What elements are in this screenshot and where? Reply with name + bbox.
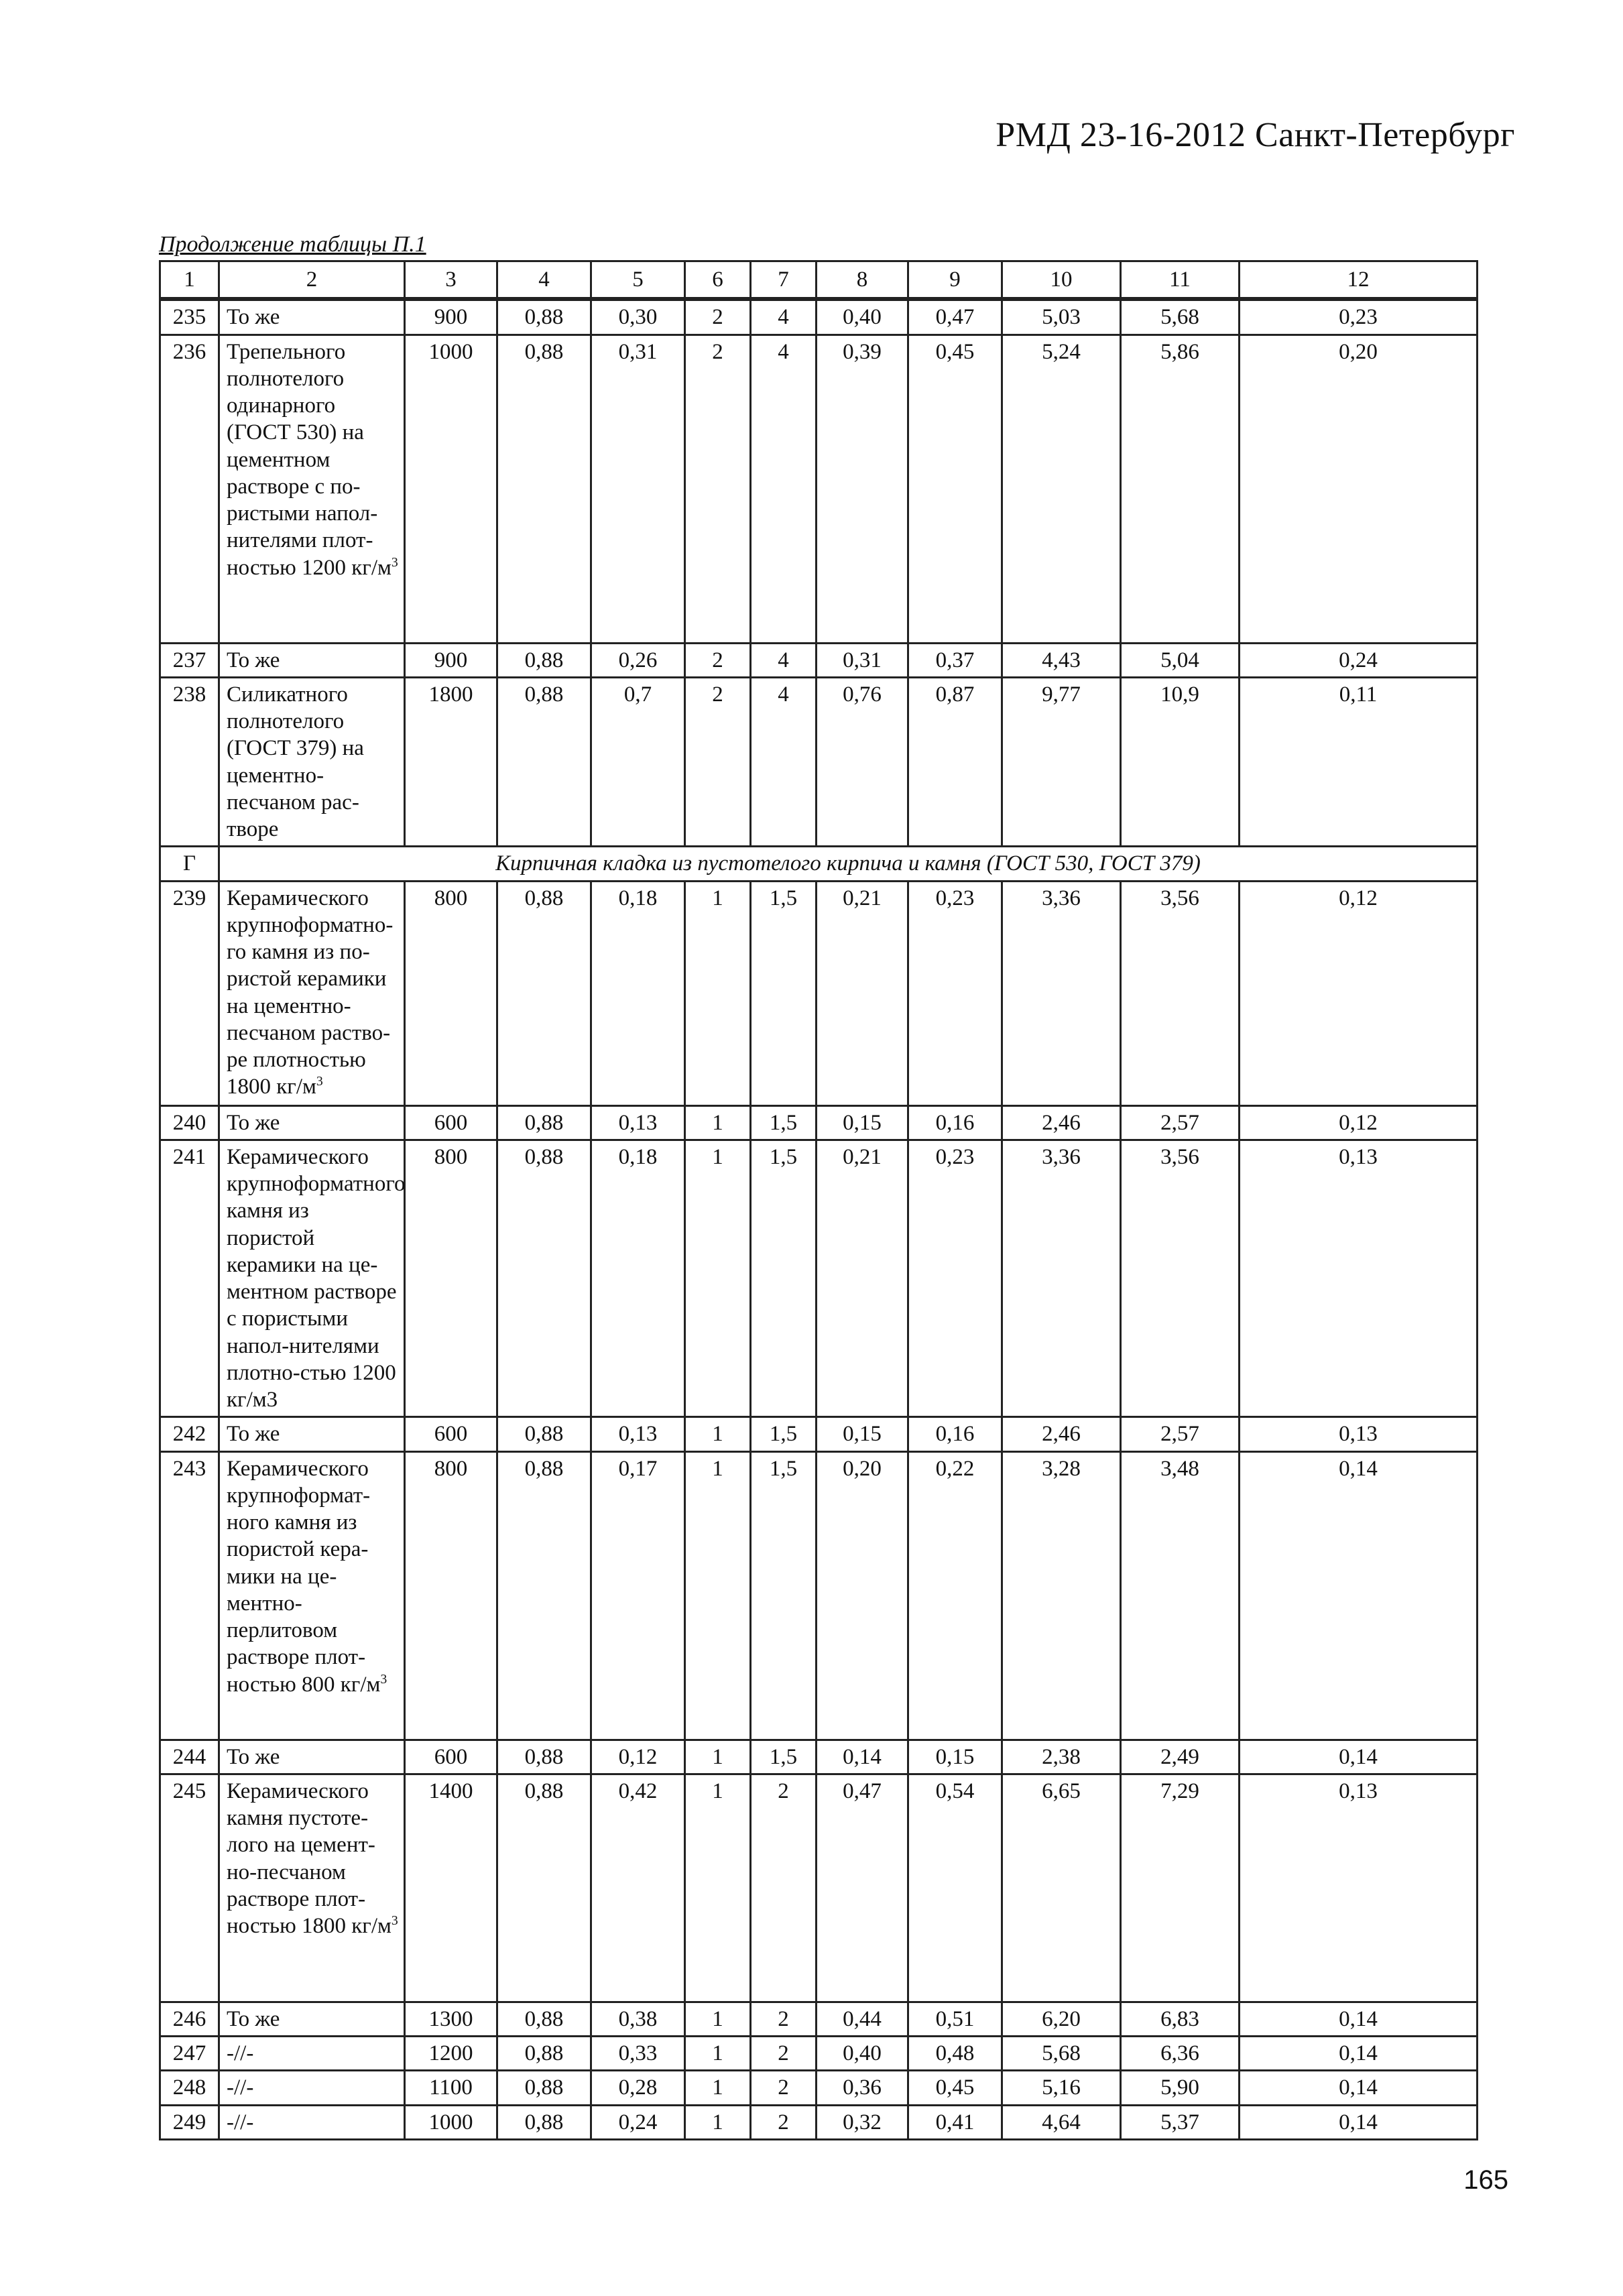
value-cell: 600 — [405, 1105, 497, 1140]
value-cell: 1 — [685, 881, 751, 1105]
material-description — [219, 1140, 405, 1417]
data-table — [159, 260, 1478, 2140]
value-cell: 4 — [751, 299, 817, 335]
section-title: Кирпичная кладка из пустотелого кирпича и камня (ГОСТ 530, ГОСТ 379) — [219, 847, 1478, 881]
value-cell: 2 — [685, 335, 751, 643]
row-number: 242 — [160, 1417, 219, 1451]
value-cell: 0,18 — [591, 1140, 685, 1417]
value-cell: 0,14 — [817, 1740, 908, 1774]
value-cell: 1,5 — [751, 1105, 817, 1140]
material-description — [219, 335, 405, 643]
description-text: -//- — [227, 2110, 254, 2134]
material-description — [219, 677, 405, 847]
value-cell: 0,11 — [1240, 677, 1478, 847]
value-cell: 0,31 — [817, 643, 908, 677]
row-number: 245 — [160, 1774, 219, 2002]
superscript: 3 — [391, 1913, 398, 1928]
value-cell: 0,23 — [908, 1140, 1002, 1417]
value-cell: 5,68 — [1002, 2037, 1121, 2071]
row-number: Г — [160, 847, 219, 881]
column-header: 2 — [219, 261, 405, 300]
value-cell: 3,56 — [1121, 1140, 1240, 1417]
description-text: Трепельного полнотелого одинарного (ГОСТ 530) на цементном растворе с по-ристыми напол-нителями плот-ностью 1200 кг/м — [227, 339, 392, 580]
value-cell: 5,86 — [1121, 335, 1240, 643]
table-row — [160, 1451, 1478, 1740]
value-cell: 7,29 — [1121, 1774, 1240, 2002]
value-cell: 2 — [751, 1774, 817, 2002]
value-cell: 0,88 — [497, 1105, 591, 1140]
value-cell: 1 — [685, 1774, 751, 2002]
value-cell: 2,57 — [1121, 1417, 1240, 1451]
material-description — [219, 2105, 405, 2139]
column-header: 5 — [591, 261, 685, 300]
description-text: Керамического крупноформат-ного камня из пористой кера-мики на це-ментно-перлитовом растворе плот-ностью 800 кг/м — [227, 1456, 381, 1697]
value-cell: 0,14 — [1240, 1740, 1478, 1774]
value-cell: 3,56 — [1121, 881, 1240, 1105]
value-cell: 0,24 — [1240, 643, 1478, 677]
value-cell: 0,15 — [817, 1417, 908, 1451]
value-cell: 0,20 — [817, 1451, 908, 1740]
value-cell: 0,37 — [908, 643, 1002, 677]
value-cell: 6,20 — [1002, 2002, 1121, 2036]
section-row — [160, 847, 1478, 881]
value-cell: 1,5 — [751, 1740, 817, 1774]
table-row — [160, 1105, 1478, 1140]
value-cell: 2,57 — [1121, 1105, 1240, 1140]
material-description — [219, 1774, 405, 2002]
value-cell: 5,04 — [1121, 643, 1240, 677]
value-cell: 2,49 — [1121, 1740, 1240, 1774]
value-cell: 600 — [405, 1417, 497, 1451]
value-cell: 0,14 — [1240, 1451, 1478, 1740]
value-cell: 0,21 — [817, 1140, 908, 1417]
table-row — [160, 2105, 1478, 2139]
value-cell: 1,5 — [751, 1451, 817, 1740]
value-cell: 2 — [685, 643, 751, 677]
value-cell: 0,88 — [497, 2037, 591, 2071]
value-cell: 0,13 — [591, 1417, 685, 1451]
value-cell: 0,88 — [497, 2002, 591, 2036]
material-description — [219, 2002, 405, 2036]
value-cell: 0,14 — [1240, 2002, 1478, 2036]
value-cell: 0,38 — [591, 2002, 685, 2036]
value-cell: 2 — [751, 2002, 817, 2036]
material-description — [219, 643, 405, 677]
value-cell: 1 — [685, 2071, 751, 2105]
value-cell: 9,77 — [1002, 677, 1121, 847]
column-header: 8 — [817, 261, 908, 300]
value-cell: 0,88 — [497, 299, 591, 335]
row-number: 247 — [160, 2037, 219, 2071]
table-row — [160, 2071, 1478, 2105]
value-cell: 0,88 — [497, 1140, 591, 1417]
value-cell: 5,90 — [1121, 2071, 1240, 2105]
value-cell: 0,47 — [817, 1774, 908, 2002]
value-cell: 0,88 — [497, 1774, 591, 2002]
column-header: 7 — [751, 261, 817, 300]
value-cell: 0,16 — [908, 1105, 1002, 1140]
description-text: -//- — [227, 2075, 254, 2100]
material-description — [219, 299, 405, 335]
value-cell: 4 — [751, 643, 817, 677]
value-cell: 0,14 — [1240, 2037, 1478, 2071]
table-row — [160, 1774, 1478, 2002]
value-cell: 0,88 — [497, 1740, 591, 1774]
value-cell: 6,36 — [1121, 2037, 1240, 2071]
value-cell: 4,64 — [1002, 2105, 1121, 2139]
value-cell: 6,83 — [1121, 2002, 1240, 2036]
value-cell: 5,68 — [1121, 299, 1240, 335]
value-cell: 1,5 — [751, 881, 817, 1105]
description-text: То же — [227, 2006, 280, 2031]
value-cell: 0,88 — [497, 2105, 591, 2139]
value-cell: 0,39 — [817, 335, 908, 643]
column-header: 6 — [685, 261, 751, 300]
material-description — [219, 1417, 405, 1451]
value-cell: 1300 — [405, 2002, 497, 2036]
row-number: 249 — [160, 2105, 219, 2139]
value-cell: 0,21 — [817, 881, 908, 1105]
value-cell: 0,22 — [908, 1451, 1002, 1740]
document-header: РМД 23-16-2012 Санкт-Петербург — [996, 116, 1515, 154]
superscript: 3 — [316, 1074, 323, 1089]
table-row — [160, 643, 1478, 677]
value-cell: 2,38 — [1002, 1740, 1121, 1774]
description-text: Керамического крупноформатного камня из пористой керамики на це-ментном растворе с пористыми напол-нителями плотно-стью 1200 кг/м3 — [227, 1144, 406, 1412]
value-cell: 1100 — [405, 2071, 497, 2105]
superscript: 3 — [391, 554, 398, 570]
value-cell: 0,88 — [497, 677, 591, 847]
value-cell: 2,46 — [1002, 1105, 1121, 1140]
value-cell: 0,48 — [908, 2037, 1002, 2071]
value-cell: 900 — [405, 299, 497, 335]
material-description — [219, 2037, 405, 2071]
value-cell: 0,32 — [817, 2105, 908, 2139]
value-cell: 0,16 — [908, 1417, 1002, 1451]
value-cell: 1000 — [405, 2105, 497, 2139]
description-text: То же — [227, 305, 280, 330]
value-cell: 0,14 — [1240, 2105, 1478, 2139]
table-row — [160, 2037, 1478, 2071]
value-cell: 1 — [685, 2037, 751, 2071]
description-text: То же — [227, 1744, 280, 1769]
value-cell: 1800 — [405, 677, 497, 847]
column-header: 10 — [1002, 261, 1121, 300]
value-cell: 0,13 — [1240, 1417, 1478, 1451]
value-cell: 0,13 — [1240, 1140, 1478, 1417]
value-cell: 0,45 — [908, 2071, 1002, 2105]
table-row — [160, 1417, 1478, 1451]
value-cell: 1 — [685, 2105, 751, 2139]
material-description — [219, 1451, 405, 1740]
table-row — [160, 299, 1478, 335]
description-text: Силикатного полнотелого (ГОСТ 379) на цементно-песчаном рас-творе — [227, 682, 364, 841]
value-cell: 0,54 — [908, 1774, 1002, 2002]
value-cell: 3,28 — [1002, 1451, 1121, 1740]
value-cell: 0,31 — [591, 335, 685, 643]
value-cell: 0,30 — [591, 299, 685, 335]
value-cell: 0,12 — [591, 1740, 685, 1774]
row-number: 244 — [160, 1740, 219, 1774]
value-cell: 0,12 — [1240, 881, 1478, 1105]
value-cell: 0,15 — [817, 1105, 908, 1140]
value-cell: 1 — [685, 1451, 751, 1740]
column-header: 4 — [497, 261, 591, 300]
column-header: 3 — [405, 261, 497, 300]
column-header: 9 — [908, 261, 1002, 300]
value-cell: 3,36 — [1002, 881, 1121, 1105]
table-row — [160, 335, 1478, 643]
row-number: 239 — [160, 881, 219, 1105]
row-number: 246 — [160, 2002, 219, 2036]
description-text: -//- — [227, 2041, 254, 2065]
page-number: 165 — [1463, 2165, 1508, 2195]
value-cell: 800 — [405, 1451, 497, 1740]
value-cell: 1 — [685, 1105, 751, 1140]
value-cell: 900 — [405, 643, 497, 677]
table-row — [160, 1140, 1478, 1417]
value-cell: 0,45 — [908, 335, 1002, 643]
value-cell: 0,12 — [1240, 1105, 1478, 1140]
row-number: 237 — [160, 643, 219, 677]
value-cell: 0,88 — [497, 335, 591, 643]
value-cell: 6,65 — [1002, 1774, 1121, 2002]
description-text: То же — [227, 1110, 280, 1135]
value-cell: 1,5 — [751, 1417, 817, 1451]
value-cell: 0,40 — [817, 299, 908, 335]
row-number: 236 — [160, 335, 219, 643]
value-cell: 5,16 — [1002, 2071, 1121, 2105]
value-cell: 800 — [405, 881, 497, 1105]
value-cell: 2 — [751, 2105, 817, 2139]
value-cell: 0,7 — [591, 677, 685, 847]
value-cell: 1200 — [405, 2037, 497, 2071]
value-cell: 0,76 — [817, 677, 908, 847]
column-header: 11 — [1121, 261, 1240, 300]
value-cell: 0,42 — [591, 1774, 685, 2002]
table-row — [160, 881, 1478, 1105]
value-cell: 3,48 — [1121, 1451, 1240, 1740]
description-text: То же — [227, 648, 280, 672]
value-cell: 5,03 — [1002, 299, 1121, 335]
value-cell: 0,23 — [908, 881, 1002, 1105]
value-cell: 0,47 — [908, 299, 1002, 335]
value-cell: 4 — [751, 677, 817, 847]
row-number: 243 — [160, 1451, 219, 1740]
value-cell: 0,28 — [591, 2071, 685, 2105]
value-cell: 0,24 — [591, 2105, 685, 2139]
table-row — [160, 1740, 1478, 1774]
value-cell: 0,26 — [591, 643, 685, 677]
row-number: 248 — [160, 2071, 219, 2105]
value-cell: 0,88 — [497, 643, 591, 677]
value-cell: 4 — [751, 335, 817, 643]
value-cell: 5,37 — [1121, 2105, 1240, 2139]
row-number: 241 — [160, 1140, 219, 1417]
column-header: 12 — [1240, 261, 1478, 300]
value-cell: 0,17 — [591, 1451, 685, 1740]
value-cell: 0,88 — [497, 2071, 591, 2105]
table-row — [160, 677, 1478, 847]
value-cell: 2,46 — [1002, 1417, 1121, 1451]
value-cell: 0,14 — [1240, 2071, 1478, 2105]
material-description — [219, 881, 405, 1105]
value-cell: 0,36 — [817, 2071, 908, 2105]
value-cell: 0,23 — [1240, 299, 1478, 335]
value-cell: 2 — [751, 2037, 817, 2071]
value-cell: 2 — [685, 677, 751, 847]
value-cell: 5,24 — [1002, 335, 1121, 643]
value-cell: 1 — [685, 1417, 751, 1451]
value-cell: 600 — [405, 1740, 497, 1774]
row-number: 240 — [160, 1105, 219, 1140]
table-caption: Продолжение таблицы П.1 — [159, 232, 426, 257]
value-cell: 800 — [405, 1140, 497, 1417]
value-cell: 0,18 — [591, 881, 685, 1105]
value-cell: 0,15 — [908, 1740, 1002, 1774]
table-row — [160, 2002, 1478, 2036]
value-cell: 1400 — [405, 1774, 497, 2002]
value-cell: 10,9 — [1121, 677, 1240, 847]
row-number: 235 — [160, 299, 219, 335]
value-cell: 1000 — [405, 335, 497, 643]
column-header: 1 — [160, 261, 219, 300]
value-cell: 1,5 — [751, 1140, 817, 1417]
material-description — [219, 2071, 405, 2105]
description-text: Керамического камня пустоте-лого на цемент-но-песчаном растворе плот-ностью 1800 кг/м — [227, 1778, 392, 1938]
value-cell: 0,88 — [497, 881, 591, 1105]
value-cell: 4,43 — [1002, 643, 1121, 677]
value-cell: 0,13 — [591, 1105, 685, 1140]
value-cell: 1 — [685, 1740, 751, 1774]
description-text: То же — [227, 1422, 280, 1447]
value-cell: 0,13 — [1240, 1774, 1478, 2002]
value-cell: 0,88 — [497, 1417, 591, 1451]
description-text: Керамического крупноформатно-го камня из по-ристой керамики на цементно-песчаном раство-ре плотностью 1800 кг/м — [227, 886, 394, 1099]
material-description — [219, 1105, 405, 1140]
value-cell: 0,33 — [591, 2037, 685, 2071]
value-cell: 0,20 — [1240, 335, 1478, 643]
row-number: 238 — [160, 677, 219, 847]
superscript: 3 — [380, 1671, 387, 1687]
value-cell: 1 — [685, 2002, 751, 2036]
value-cell: 0,88 — [497, 1451, 591, 1740]
value-cell: 2 — [685, 299, 751, 335]
value-cell: 0,44 — [817, 2002, 908, 2036]
value-cell: 3,36 — [1002, 1140, 1121, 1417]
table-header-row — [160, 261, 1478, 300]
value-cell: 0,87 — [908, 677, 1002, 847]
value-cell: 0,41 — [908, 2105, 1002, 2139]
value-cell: 2 — [751, 2071, 817, 2105]
value-cell: 0,40 — [817, 2037, 908, 2071]
value-cell: 0,51 — [908, 2002, 1002, 2036]
material-description — [219, 1740, 405, 1774]
value-cell: 1 — [685, 1140, 751, 1417]
